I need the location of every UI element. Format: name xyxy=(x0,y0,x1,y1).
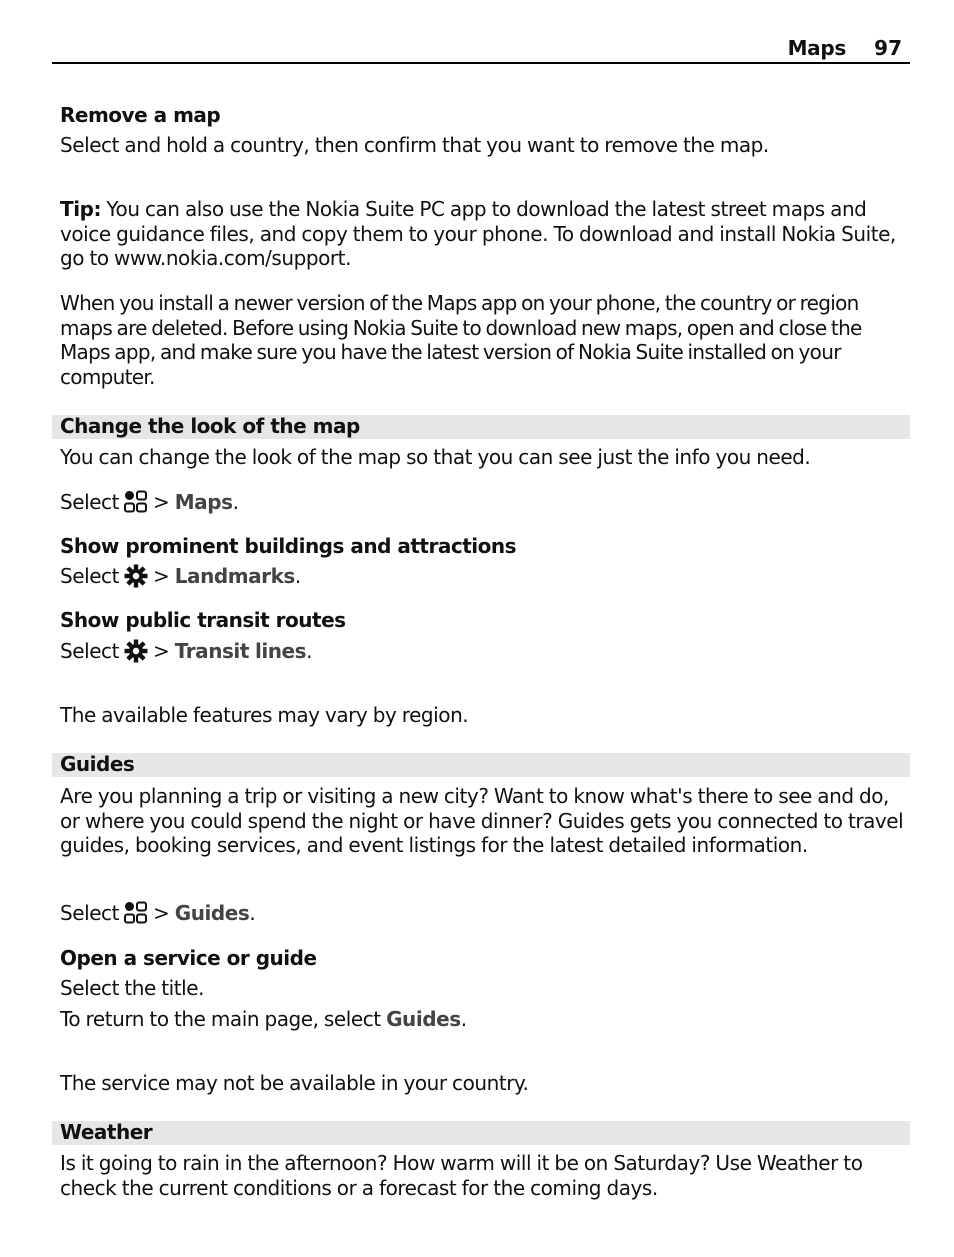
guides-menu-item[interactable]: Guides xyxy=(174,901,250,925)
tip-paragraph xyxy=(60,197,905,271)
transit-heading: Show public transit routes xyxy=(60,608,346,632)
select-word: Select xyxy=(60,639,119,663)
section-band-change-look xyxy=(52,415,910,439)
open-service-heading: Open a service or guide xyxy=(60,946,317,970)
header-section-title: Maps xyxy=(787,36,846,60)
features-note: The available features may vary by region. xyxy=(60,703,469,727)
select-title-text: Select the title. xyxy=(60,976,205,1000)
period: . xyxy=(460,1007,467,1031)
landmarks-menu-item[interactable]: Landmarks xyxy=(174,564,295,588)
newer-version-note: When you install a newer version of the Maps app on your phone, the country or region maps are deleted. Before using Nokia Suite to download new maps, open and close the Maps app, and make sure you have the latest version of Nokia Suite installed on your computer. xyxy=(60,291,862,389)
arrow-separator: > xyxy=(153,901,170,925)
change-look-heading: Change the look of the map xyxy=(60,414,360,438)
section-band-guides xyxy=(52,753,910,777)
select-word: Select xyxy=(60,564,119,588)
period: . xyxy=(232,490,239,514)
guides-return-link[interactable]: Guides xyxy=(386,1007,461,1031)
select-word: Select xyxy=(60,490,119,514)
maps-menu-item[interactable]: Maps xyxy=(174,490,233,514)
weather-heading: Weather xyxy=(60,1120,153,1144)
guides-heading: Guides xyxy=(60,752,135,776)
change-look-body: You can change the look of the map so that you can see just the info you need. xyxy=(60,445,811,469)
period: . xyxy=(249,901,256,925)
remove-map-heading: Remove a map xyxy=(60,103,221,127)
tip-text: You can also use the Nokia Suite PC app to download the latest street maps and voice guidance files, and copy them to your phone. To download and install Nokia Suite, go to www.nokia.com/support. xyxy=(60,197,896,271)
select-transit-instruction xyxy=(60,639,905,664)
arrow-separator: > xyxy=(153,490,170,514)
period: . xyxy=(306,639,313,663)
remove-map-body: Select and hold a country, then confirm that you want to remove the map. xyxy=(60,133,769,157)
header-page-number: 97 xyxy=(874,36,902,60)
return-instruction xyxy=(60,1007,905,1032)
period: . xyxy=(294,564,301,588)
apps-grid-icon xyxy=(123,901,149,925)
select-guides-instruction xyxy=(60,901,905,926)
settings-gear-icon xyxy=(123,564,149,588)
guides-body: Are you planning a trip or visiting a new city? Want to know what's there to see and do, or where you could spend the night or have dinner? Guides gets you connected to travel guides, booking services, and event listings for the latest detailed information. xyxy=(60,784,904,858)
transit-lines-menu-item[interactable]: Transit lines xyxy=(174,639,307,663)
section-band-weather xyxy=(52,1121,910,1145)
arrow-separator: > xyxy=(153,639,170,663)
weather-body: Is it going to rain in the afternoon? How warm will it be on Saturday? Use Weather to check the current conditions or a forecast for the coming days. xyxy=(60,1151,863,1200)
select-word: Select xyxy=(60,901,119,925)
return-text: To return to the main page, select xyxy=(60,1007,387,1031)
select-landmarks-instruction xyxy=(60,564,905,589)
apps-grid-icon xyxy=(123,490,149,514)
page-header xyxy=(52,36,910,64)
buildings-heading: Show prominent buildings and attractions xyxy=(60,534,517,558)
tip-label: Tip: xyxy=(60,197,102,221)
select-maps-instruction xyxy=(60,490,905,515)
arrow-separator: > xyxy=(153,564,170,588)
service-availability-note: The service may not be available in your country. xyxy=(60,1071,529,1095)
settings-gear-icon xyxy=(123,639,149,663)
